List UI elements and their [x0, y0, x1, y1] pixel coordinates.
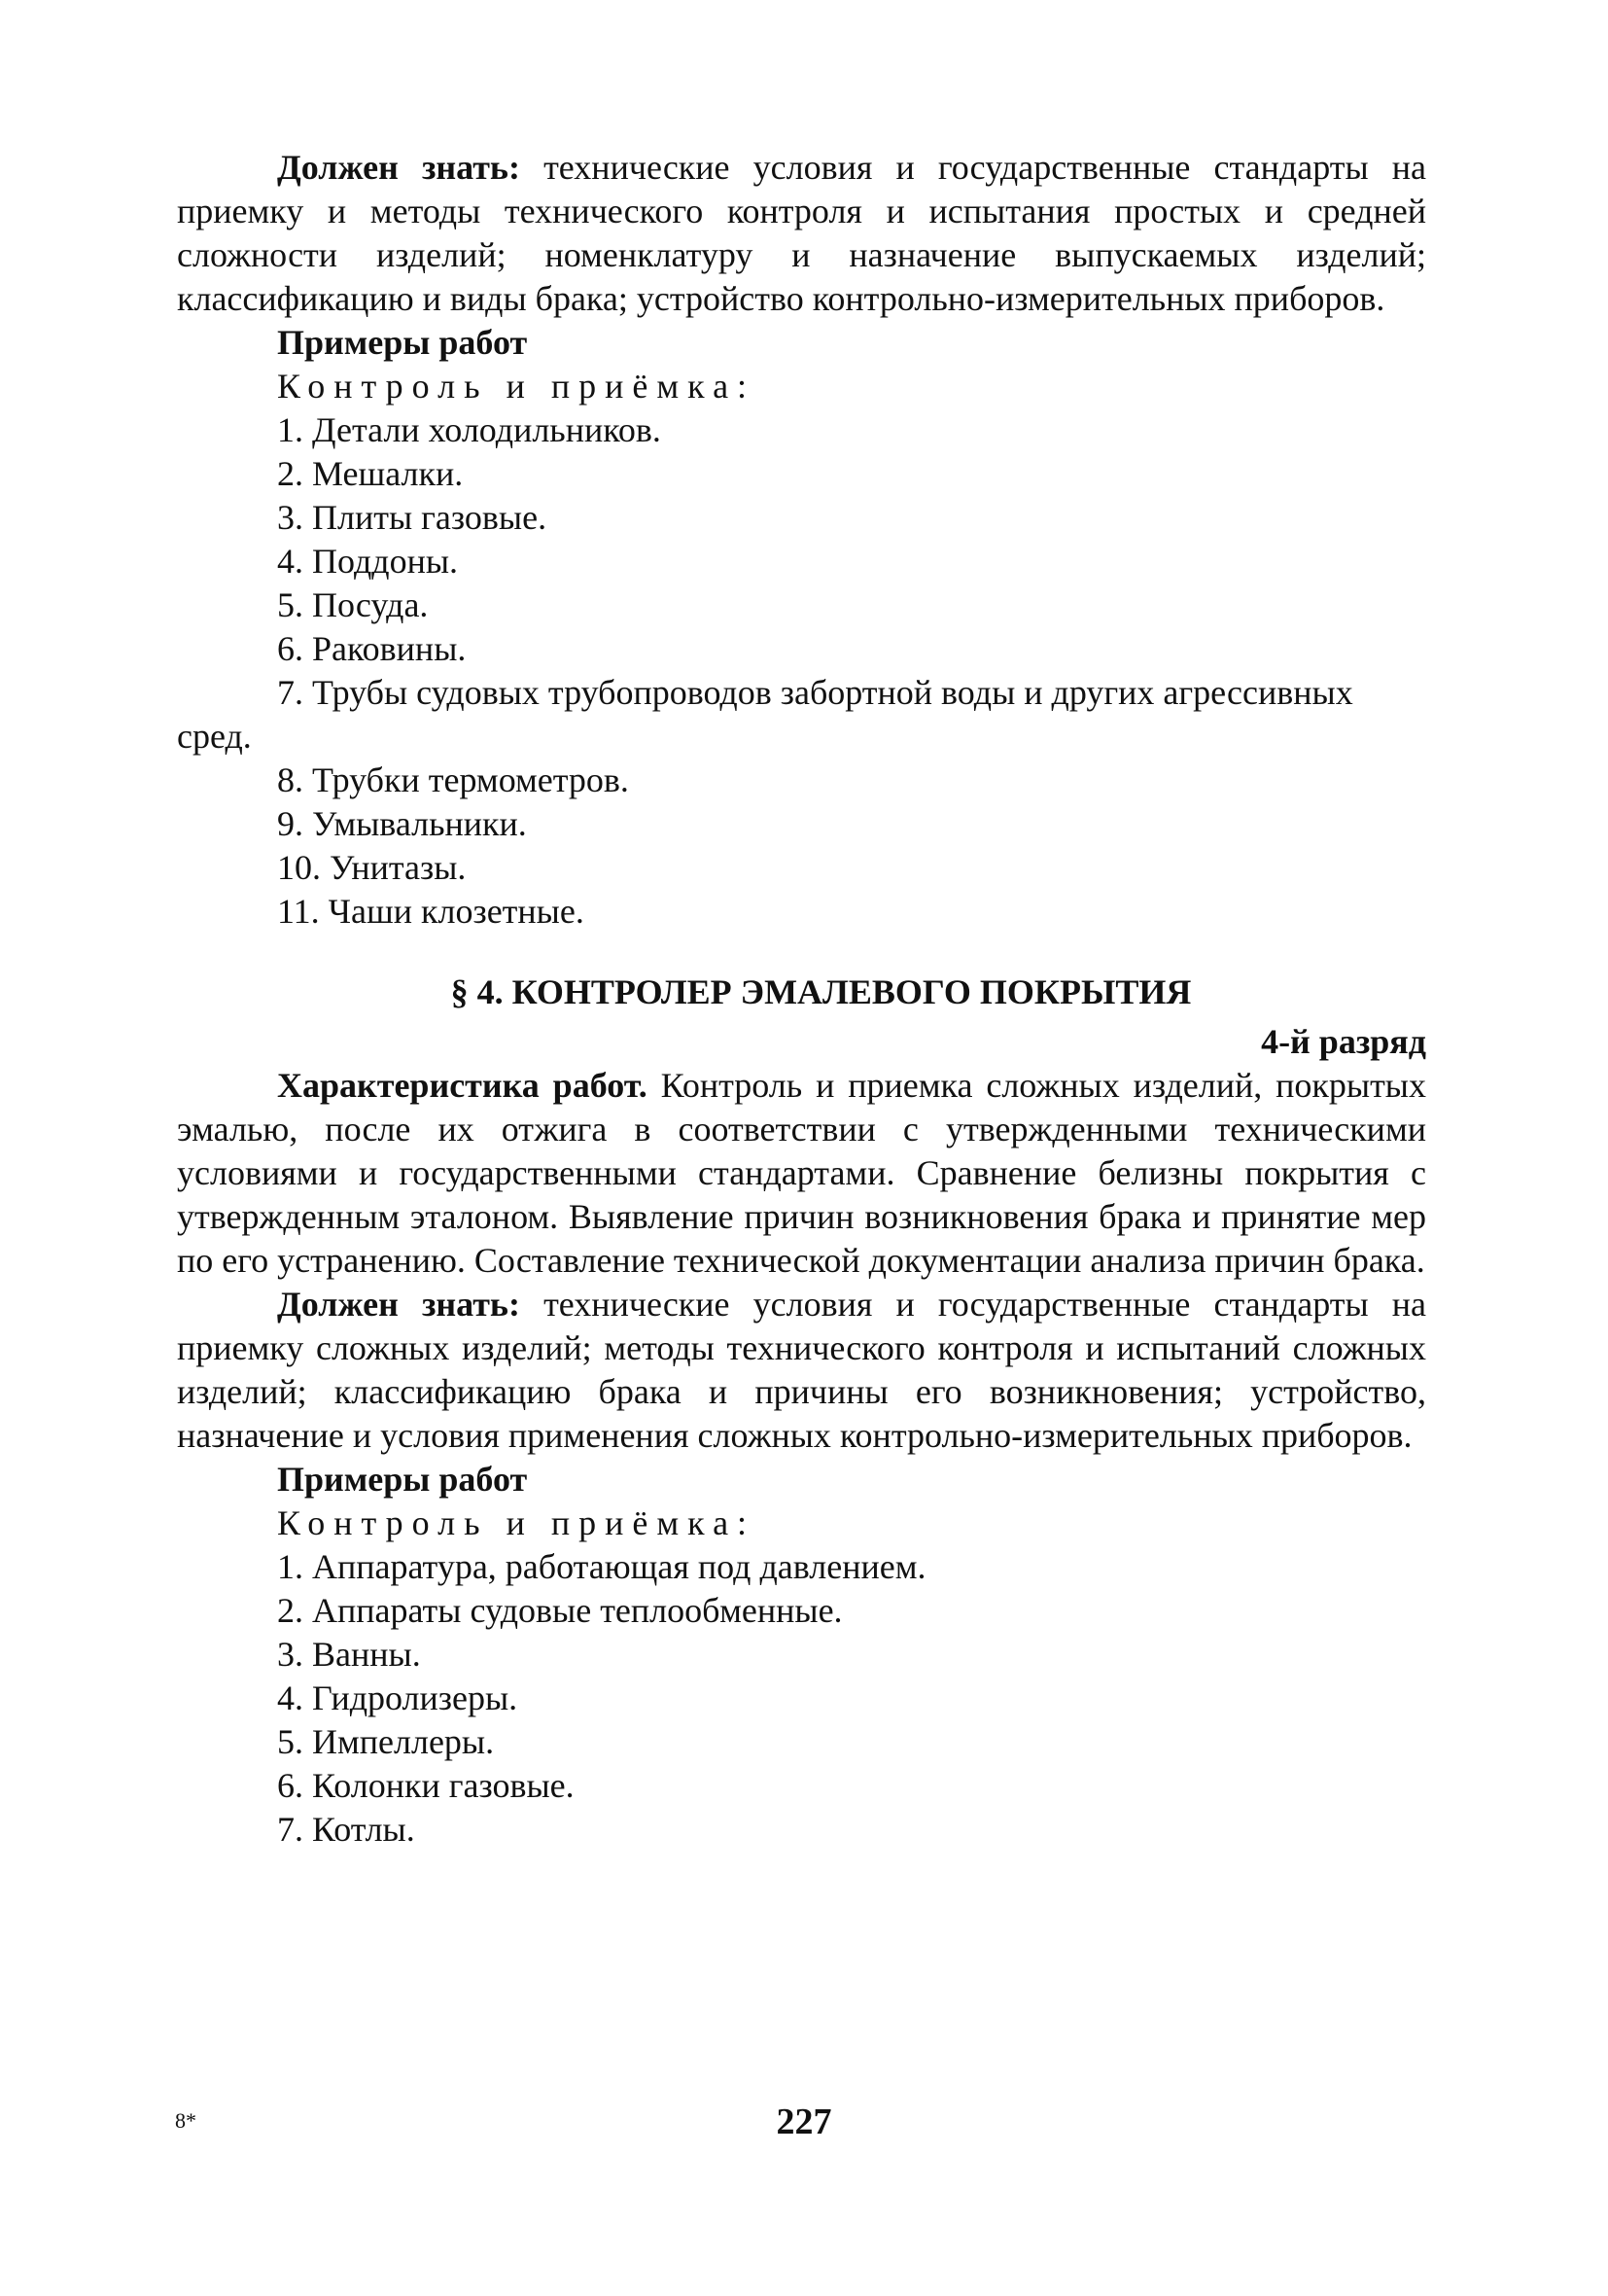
page-content — [177, 146, 1426, 1852]
list-item: 6. Раковины. — [277, 629, 467, 668]
list-item: 4. Поддоны. — [277, 542, 459, 581]
list-item: 1. Аппаратура, работающая под давлением. — [277, 1547, 926, 1586]
list-item: 9. Умывальники. — [277, 804, 527, 843]
must-know-text-1: технические условия и государственные стандарты на приемку и методы технического контроля и испытания простых и средней сложности изделий; номенклатуру и назначение выпускаемых изделий; классификацию и виды брака; устройство контрольно-измерительных приборов. — [177, 148, 1427, 318]
list-item: 1. Детали холодильников. — [277, 410, 661, 449]
characteristic-paragraph — [177, 1064, 1426, 1283]
list-item: 11. Чаши клозетные. — [277, 892, 584, 931]
list-item: 7. Трубы судовых трубопроводов забортной воды и других агрессивных сред. — [177, 673, 1353, 756]
list-item: 6. Колонки газовые. — [277, 1766, 575, 1805]
examples-title-1: Примеры работ — [277, 323, 528, 362]
list-item: 3. Плиты газовые. — [277, 498, 547, 537]
list-item: 2. Мешалки. — [277, 454, 464, 493]
section-title: § 4. КОНТРОЛЕР ЭМАЛЕВОГО ПОКРЫТИЯ — [450, 972, 1192, 1011]
must-know-label-1: Должен знать: — [277, 148, 520, 187]
list-item: 4. Гидролизеры. — [277, 1678, 518, 1717]
list-item: 2. Аппараты судовые теплообменные. — [277, 1591, 843, 1630]
characteristic-text: Контроль и приемка сложных изделий, покрытых эмалью, после их отжига в соответствии с утвержденными техническими условиями и государственными стандартами. Сравнение белизны покрытия с утвержденным эталоном. Выявление причин возникновения брака и принятие мер по его устранению. Составление технической документации анализа причин брака. — [177, 1066, 1426, 1280]
control-label-2: Контроль и приёмка: — [277, 1503, 756, 1542]
list-item: 10. Унитазы. — [277, 848, 467, 887]
examples-list-1 — [177, 408, 1426, 934]
must-know-paragraph-1 — [177, 146, 1426, 321]
must-know-label-2: Должен знать: — [277, 1285, 520, 1324]
grade-label: 4-й разряд — [1261, 1022, 1426, 1061]
control-label-1: Контроль и приёмка: — [277, 367, 756, 406]
page-number: 227 — [776, 2102, 832, 2142]
list-item: 3. Ванны. — [277, 1635, 421, 1674]
list-item: 8. Трубки термометров. — [277, 760, 629, 799]
must-know-text-2: технические условия и государственные стандарты на приемку сложных изделий; методы технического контроля и испытаний сложных изделий; классификацию брака и причины его возникновения; устройство, назначение и условия применения сложных контрольно-измерительных приборов. — [177, 1285, 1427, 1455]
examples-title-2: Примеры работ — [277, 1460, 528, 1499]
characteristic-label: Характеристика работ. — [277, 1066, 647, 1105]
list-item: 7. Котлы. — [277, 1810, 415, 1849]
signature-mark: 8* — [175, 2108, 196, 2133]
examples-list-2 — [177, 1545, 1426, 1852]
list-item: 5. Импеллеры. — [277, 1722, 495, 1761]
must-know-paragraph-2 — [177, 1283, 1426, 1458]
list-item: 5. Посуда. — [277, 585, 429, 624]
